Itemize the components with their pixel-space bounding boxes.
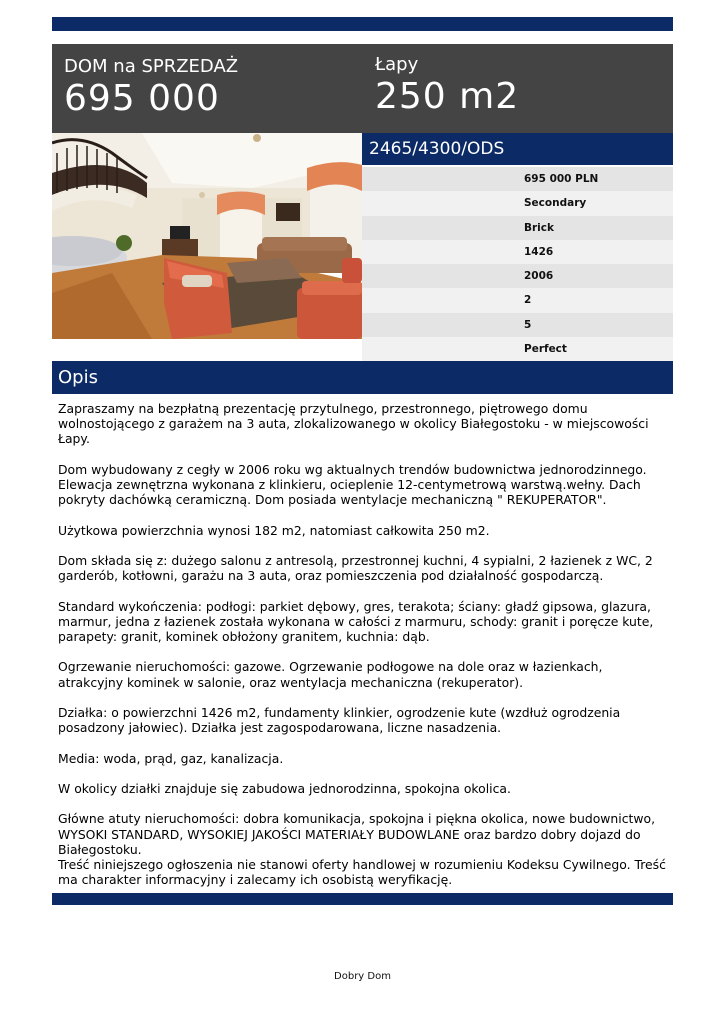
description-paragraph: Działka: o powierzchni 1426 m2, fundamenty klinkier, ogrodzenie kute (wzdłuż ogrodzenia posadzony jałowiec). Działka jest zagospodarowana, liczne nasadzenia. (58, 704, 621, 736)
description-body (58, 401, 670, 887)
detail-row-condition (362, 337, 673, 361)
detail-row-market (362, 191, 673, 215)
footer-agency-name: Dobry Dom (334, 971, 391, 982)
detail-value: 5 (524, 318, 532, 331)
description-paragraph: W okolicy działki znajduje się zabudowa jednorodzinna, spokojna okolica. (58, 780, 511, 796)
property-photo (52, 133, 362, 339)
detail-value: Perfect (524, 343, 567, 356)
detail-value: Secondary (524, 197, 587, 210)
header-price-block (64, 56, 238, 120)
detail-row-year-built (362, 264, 673, 288)
detail-row-floors (362, 288, 673, 312)
detail-value: Brick (524, 221, 554, 234)
detail-row-material (362, 216, 673, 240)
price-value: 695 000 (64, 78, 220, 119)
description-paragraph: Media: woda, prąd, gaz, kanalizacja. (58, 750, 284, 766)
disclaimer-paragraph: Treść niniejszego ogłoszenia nie stanowi oferty handlowej w rozumieniu Kodeksu Cywilnego. Treść ma charakter informacyjny i zalecamy ich osobistą weryfikację. (58, 856, 666, 888)
reference-number: 2465/4300/ODS (369, 139, 505, 159)
detail-value: 2 (524, 294, 532, 307)
description-heading-bar (52, 361, 673, 394)
description-paragraph: Główne atuty nieruchomości: dobra komunikacja, spokojna i piękna okolica, nowe budownictwo, WYSOKI STANDARD, WYSOKIEJ JAKOŚCI MATERIAŁY BUDOWLANE oraz bardzo dobry dojazd do Białegostoku. (58, 811, 656, 857)
detail-value: 695 000 PLN (524, 173, 599, 185)
details-table (362, 167, 673, 361)
detail-row-plot-area (362, 240, 673, 264)
description-paragraph: Standard wykończenia: podłogi: parkiet dębowy, gres, terakota; ściany: gładź gipsowa, glazura, marmur, jedna z łazienek została wykonana w całości z marmuru, schody: granit i poręcze kute, parapety: granit, kominek obłożony granitem, kuchnia: dąb. (58, 598, 654, 644)
detail-value: 1426 (524, 245, 554, 258)
header-location-block (375, 54, 519, 118)
description-paragraph: Dom wybudowany z cegły w 2006 roku wg aktualnych trendów budownictwa jednorodzinnego. Elewacja zewnętrzna wykonana z klinkieru, ocieplenie 12-centymetrową warstwą.wełny. Dach pokryty dachówką ceramiczną. Dom posiada wentylacje mechaniczną " REKUPERATOR". (58, 461, 647, 508)
description-paragraph: Dom składa się z: dużego salonu z antresolą, przestronnej kuchni, 4 sypialni, 2 łazienek z WC, 2 garderób, kotłowni, garażu na 3 auta, oraz pomieszczenia pod działalność gospodarczą. (58, 552, 653, 584)
detail-row-rooms (362, 313, 673, 337)
detail-row-price (362, 167, 673, 191)
location-label: Łapy (375, 54, 419, 75)
detail-value: 2006 (524, 270, 554, 283)
description-paragraph: Ogrzewanie nieruchomości: gazowe. Ogrzewanie podłogowe na dole oraz w łazienkach, atrakcyjny kominek w salonie, oraz wentylacja mechaniczna (rekuperator). (58, 659, 603, 690)
listing-header (52, 44, 673, 133)
description-paragraph: Zapraszamy na bezpłatną prezentację przytulnego, przestronnego, piętrowego domu wolnostojącego z garażem na 3 auta, zlokalizowanego w okolicy Białegostoku - w miejscowości Łapy. (58, 401, 649, 447)
bottom-accent-bar (52, 893, 673, 905)
description-heading: Opis (58, 367, 98, 388)
top-accent-bar (52, 17, 673, 31)
property-type-label: DOM na SPRZEDAŻ (64, 56, 239, 77)
area-value: 250 m2 (375, 76, 520, 117)
description-paragraph: Użytkowa powierzchnia wynosi 182 m2, natomiast całkowita 250 m2. (58, 522, 490, 538)
reference-number-bar (362, 133, 673, 165)
